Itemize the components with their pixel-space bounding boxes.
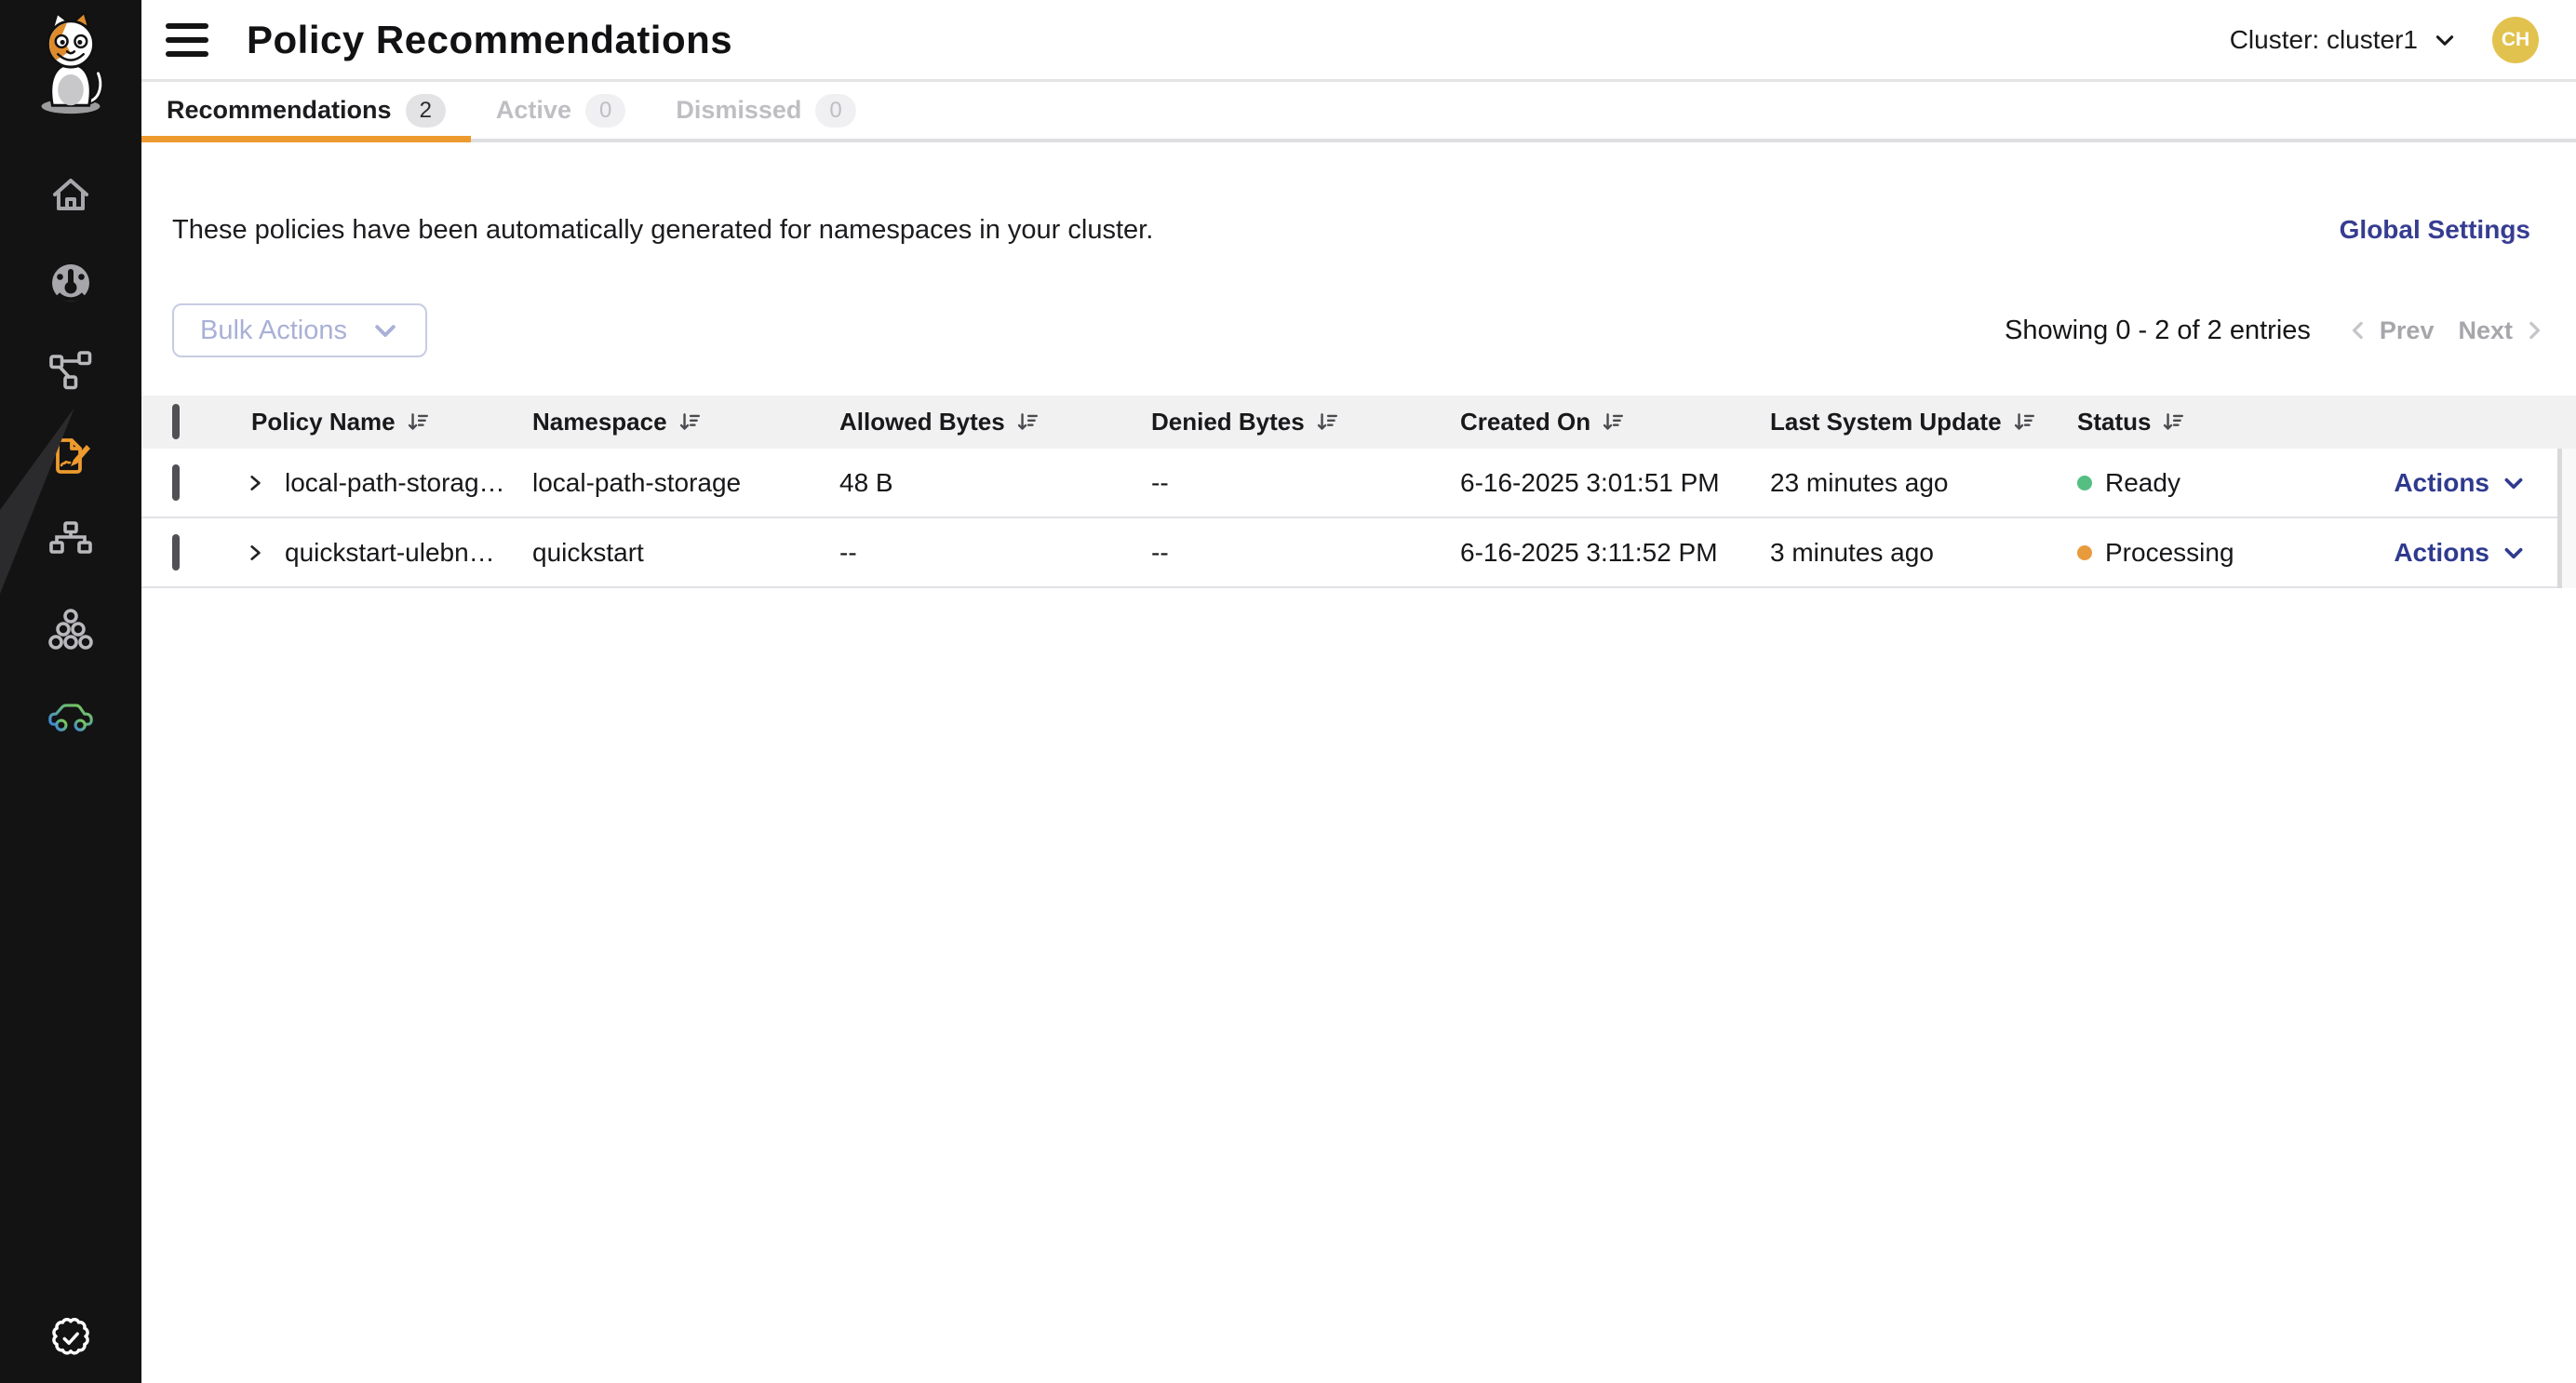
service-graph-icon[interactable] (48, 347, 93, 392)
denied-bytes-cell: -- (1151, 467, 1169, 497)
allowed-bytes-cell: -- (839, 537, 857, 567)
status-badge: Processing (2105, 537, 2234, 567)
sort-icon (678, 411, 701, 434)
cluster-selector[interactable] (2230, 25, 2457, 55)
policy-name[interactable]: quickstart-ulebn… (285, 537, 495, 567)
tab-label: Dismissed (676, 96, 802, 124)
column-label: Namespace (532, 408, 667, 436)
hamburger-menu-icon[interactable] (166, 23, 208, 57)
cluster-selector-label: Cluster: cluster1 (2229, 24, 2418, 54)
policies-table (141, 396, 2576, 588)
page-title: Policy Recommendations (247, 17, 733, 61)
column-header-status[interactable] (2077, 408, 2282, 436)
avatar-initials: CH (2501, 28, 2530, 50)
column-label: Last System Update (1770, 408, 2002, 436)
main-column (141, 0, 2576, 1383)
sidebar (0, 0, 141, 1383)
status-dot (2077, 476, 2092, 490)
global-settings-link[interactable]: Global Settings (2339, 215, 2530, 244)
tab-count-badge: 2 (406, 94, 446, 128)
tab-recommendations[interactable] (141, 82, 471, 139)
chevron-down-icon (2502, 471, 2526, 495)
verified-badge-icon[interactable] (48, 1316, 93, 1361)
row-checkbox[interactable] (172, 534, 180, 571)
select-all-cell (172, 408, 230, 436)
bulk-actions-label: Bulk Actions (200, 315, 347, 345)
home-icon[interactable] (48, 174, 93, 219)
tab-count-badge: 0 (585, 94, 625, 128)
status-badge: Ready (2105, 467, 2180, 497)
sort-icon (2162, 411, 2184, 434)
table-scrollbar[interactable] (2557, 449, 2576, 588)
status-cell (2077, 538, 2282, 568)
created-on-cell: 6-16-2025 3:11:52 PM (1460, 537, 1718, 567)
policy-name[interactable]: local-path-storag… (285, 467, 505, 497)
sort-icon (407, 411, 429, 434)
row-select-cell (172, 538, 230, 568)
status-cell (2077, 468, 2282, 498)
table-row (141, 518, 2576, 588)
tab-bar (141, 82, 2576, 142)
row-select-cell (172, 468, 230, 498)
cat-logo[interactable] (16, 11, 126, 121)
column-label: Allowed Bytes (839, 408, 1005, 436)
prev-button[interactable]: Prev (2379, 316, 2435, 344)
table-header-row (141, 396, 2576, 449)
created-on-cell: 6-16-2025 3:01:51 PM (1460, 467, 1720, 497)
row-checkbox[interactable] (172, 464, 180, 501)
column-label: Denied Bytes (1151, 408, 1305, 436)
tab-label: Active (495, 96, 571, 124)
top-bar (141, 0, 2576, 82)
tab-dismissed[interactable] (651, 82, 880, 139)
sort-icon (1602, 411, 1624, 434)
chevron-down-icon (2502, 541, 2526, 565)
last-system-update-cell: 23 minutes ago (1770, 467, 1949, 497)
actions-menu-button[interactable] (2282, 468, 2576, 498)
chevron-right-icon[interactable] (2513, 318, 2554, 342)
column-header-created-on[interactable] (1460, 408, 1770, 436)
allowed-bytes-cell: 48 B (839, 467, 893, 497)
chevron-left-icon[interactable] (2339, 318, 2380, 342)
status-dot (2077, 545, 2092, 560)
select-all-checkbox[interactable] (172, 404, 180, 439)
namespace-cell: local-path-storage (532, 467, 742, 497)
expand-chevron-icon[interactable] (245, 543, 265, 563)
page-description: These policies have been automatically generated for namespaces in your cluster. (172, 215, 1154, 245)
table-row (141, 449, 2576, 518)
node-cluster-icon[interactable] (48, 607, 93, 651)
column-label: Policy Name (251, 408, 396, 436)
column-header-allowed-bytes[interactable] (839, 408, 1151, 436)
tab-active[interactable] (471, 82, 651, 139)
policy-name-cell (230, 468, 532, 498)
description-row (141, 215, 2576, 246)
pagination (2005, 316, 2554, 346)
topbar-right (2230, 17, 2539, 63)
column-label: Status (2077, 408, 2152, 436)
actions-label: Actions (2394, 537, 2489, 567)
sort-icon (2013, 411, 2035, 434)
policy-name-cell (230, 538, 532, 568)
chevron-down-icon (371, 316, 399, 344)
chevron-down-icon (2433, 28, 2457, 52)
last-system-update-cell: 3 minutes ago (1770, 537, 1934, 567)
namespace-cell: quickstart (532, 537, 644, 567)
bulk-actions-button[interactable] (172, 303, 427, 357)
column-label: Created On (1460, 408, 1591, 436)
avatar[interactable] (2492, 17, 2539, 63)
expand-chevron-icon[interactable] (245, 473, 265, 493)
tab-label: Recommendations (167, 96, 392, 124)
denied-bytes-cell: -- (1151, 537, 1169, 567)
dashboard-gauge-icon[interactable] (48, 261, 93, 305)
column-header-denied-bytes[interactable] (1151, 408, 1460, 436)
car-icon[interactable] (48, 693, 93, 738)
sidebar-footer (0, 1316, 141, 1361)
next-button[interactable]: Next (2458, 316, 2513, 344)
actions-label: Actions (2394, 467, 2489, 497)
sort-icon (1016, 411, 1039, 434)
tab-count-badge: 0 (815, 94, 855, 128)
column-header-namespace[interactable] (532, 408, 839, 436)
column-header-policy-name[interactable] (230, 408, 532, 436)
column-header-last-system-update[interactable] (1770, 408, 2077, 436)
org-chart-icon[interactable] (48, 520, 93, 565)
pagination-summary: Showing 0 - 2 of 2 entries (2005, 315, 2311, 345)
actions-menu-button[interactable] (2282, 538, 2576, 568)
sort-icon (1316, 411, 1338, 434)
table-controls-row (141, 303, 2576, 357)
